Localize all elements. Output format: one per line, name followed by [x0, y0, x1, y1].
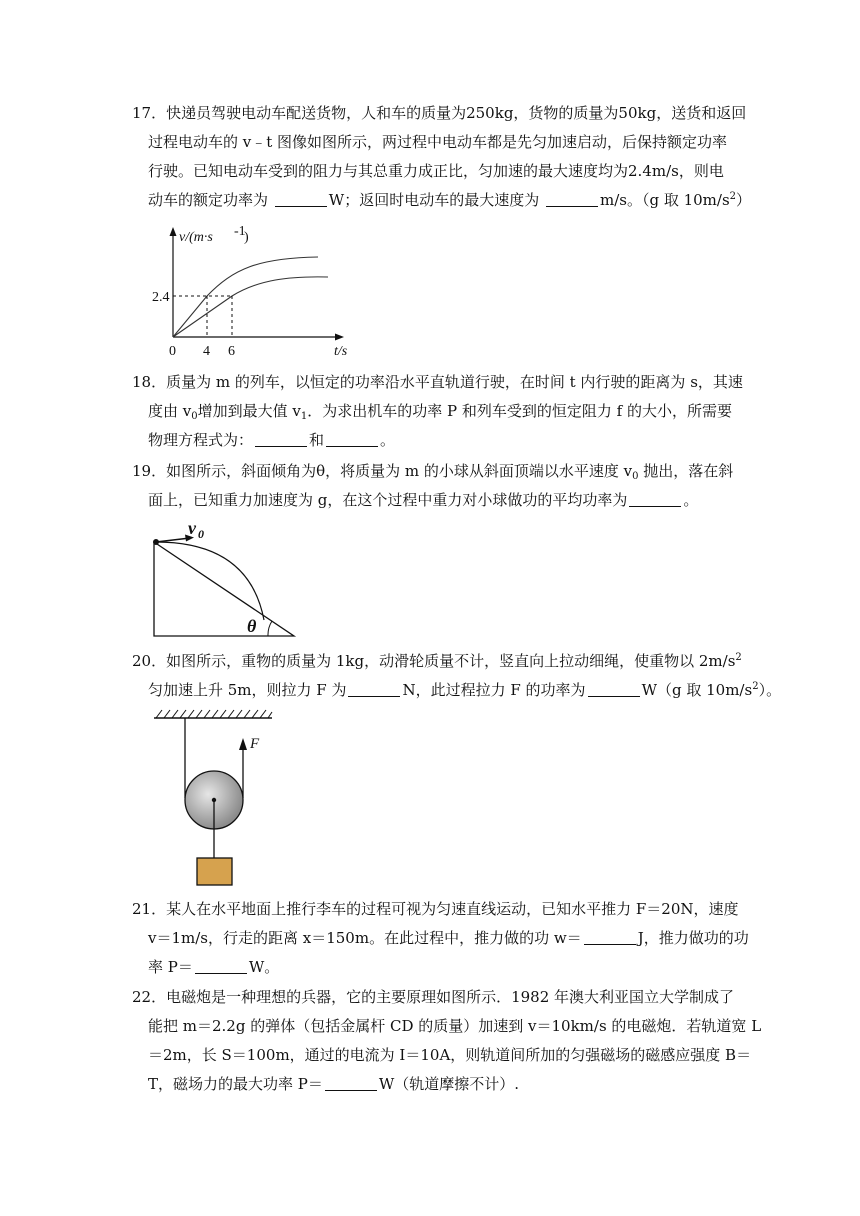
q17-text-4a: 动车的额定功率为 [148, 191, 273, 209]
question-number: 19． [132, 462, 167, 480]
q19-text-2a: 面上，已知重力加速度为 g，在这个过程中重力对小球做功的平均功率为 [148, 491, 628, 509]
q18-line-2 [132, 397, 732, 426]
v0-label: v [188, 520, 196, 538]
q18-line-1 [132, 368, 743, 397]
q21-line-2 [132, 924, 749, 953]
y-axis-label-close: ) [244, 230, 249, 245]
answer-blank[interactable] [629, 490, 681, 507]
answer-blank[interactable] [325, 1074, 377, 1091]
q21-text-3b: W。 [248, 958, 280, 976]
question-18 [132, 368, 743, 455]
q21-text-3a: 率 P＝ [148, 958, 193, 976]
q20-text-1a: 如图所示，重物的质量为 1kg，动滑轮质量不计，竖直向上拉动细绳，使重物以 2m/s [166, 652, 736, 670]
tick-label-6: 6 [228, 344, 235, 359]
question-20 [132, 647, 782, 705]
answer-blank[interactable] [275, 190, 327, 207]
ceiling-hatching [156, 710, 272, 718]
curve-delivery [173, 257, 318, 337]
q20-text-2a: 匀加速上升 5m，则拉力 F 为 [148, 681, 347, 699]
q17-text-2: 过程电动车的 v﹣t 图像如图所示，两过程中电动车都是先匀加速启动，后保持额定功率 [148, 133, 728, 151]
question-number: 20． [132, 652, 167, 670]
q18-line-3 [132, 426, 732, 455]
q17-line-2 [132, 128, 732, 157]
answer-blank[interactable] [348, 680, 400, 697]
q20-text-2b: N，此过程拉力 F 的功率为 [402, 681, 586, 699]
q19-text-1a: 如图所示，斜面倾角为θ，将质量为 m 的小球从斜面顶端以水平速度 v [166, 462, 633, 480]
superscript: 2 [735, 652, 742, 663]
velocity-vector [156, 538, 190, 542]
q20-line-1 [132, 647, 742, 676]
ball [153, 539, 159, 545]
q21-text-2a: v＝1m/s，行走的距离 x＝150m。在此过程中，推力做的功 w＝ [148, 929, 582, 947]
y-axis-label: v/(m·s [179, 230, 213, 245]
q21-line-1 [132, 895, 739, 924]
q18-text-1: 质量为 m 的列车，以恒定的功率沿水平直轨道行驶，在时间 t 内行驶的距离为 s，其速 [166, 373, 743, 391]
question-17 [132, 99, 752, 215]
q18-text-2b: 增加到最大值 v [197, 402, 301, 420]
q18-text-2a: 度由 v [148, 402, 192, 420]
y-axis-arrow [170, 227, 177, 236]
q17-text-3: 行驶。已知电动车受到的阻力与其总重力成正比，匀加速的最大速度均为2.4m/s，则电 [148, 162, 724, 180]
q22-line-2 [132, 1012, 762, 1041]
q21-text-2b: J，推力做功的功 [637, 929, 749, 947]
q20-text-2d: ）。 [758, 681, 782, 699]
q21-line-3 [132, 953, 732, 982]
q18-text-3b: 和 [309, 431, 325, 449]
question-number: 18． [132, 373, 167, 391]
x-axis-label: t/s [334, 344, 348, 359]
q20-line-2 [132, 676, 782, 705]
weight-block [197, 858, 232, 885]
theta-label: θ [247, 616, 257, 636]
question-number: 22． [132, 988, 167, 1006]
question-19 [132, 457, 732, 515]
q21-text-1: 某人在水平地面上推行李车的过程可视为匀速直线运动，已知水平推力 F＝20N，速度 [166, 900, 739, 918]
q18-text-3c: 。 [380, 431, 396, 449]
answer-blank[interactable] [546, 190, 598, 207]
q22-line-4 [132, 1070, 732, 1099]
subscript: 1 [300, 411, 308, 422]
q20-text-2c: W（g 取 10m/s [641, 681, 753, 699]
q17-text-4b: W；返回时电动车的最大速度为 [328, 191, 544, 209]
incline-triangle [154, 542, 294, 636]
q17-line-4 [132, 186, 752, 215]
answer-blank[interactable] [195, 957, 247, 974]
v0-subscript: 0 [198, 527, 204, 541]
superscript: 2 [729, 191, 737, 202]
q17-text-1: 快递员驾驶电动车配送货物，人和车的质量为250kg，货物的质量为50kg，送货和返回 [166, 104, 747, 122]
q17-text-4c: m/s。（g 取 10m/s [599, 191, 730, 209]
force-arrowhead [239, 738, 247, 750]
tick-label-0: 0 [169, 344, 176, 359]
q19-text-1b: 抛出，落在斜 [638, 462, 734, 480]
q22-line-1 [132, 983, 735, 1012]
pulley-figure [148, 708, 278, 890]
q22-text-4b: W（轨道摩擦不计）. [378, 1075, 520, 1093]
q18-text-2c: ．为求出机车的功率 P 和列车受到的恒定阻力 f 的大小，所需要 [307, 402, 732, 420]
answer-blank[interactable] [588, 680, 640, 697]
incline-figure [148, 520, 298, 640]
tick-label-2.4: 2.4 [152, 290, 170, 305]
answer-blank[interactable] [584, 928, 636, 945]
question-21 [132, 895, 749, 982]
q19-line-2 [132, 486, 732, 515]
angle-arc [268, 621, 272, 636]
superscript: 2 [752, 681, 759, 692]
vt-graph-figure [148, 224, 348, 360]
q18-text-3a: 物理方程式为： [148, 431, 254, 449]
tick-label-4: 4 [203, 344, 210, 359]
answer-blank[interactable] [255, 430, 307, 447]
q19-line-1 [132, 457, 732, 486]
curve-return [173, 277, 328, 337]
q19-text-2b: 。 [683, 491, 699, 509]
y-axis-label-sup: -1 [234, 224, 246, 239]
question-22 [132, 983, 762, 1099]
q17-line-3 [132, 157, 732, 186]
subscript: 0 [632, 471, 639, 482]
q22-text-1: 电磁炮是一种理想的兵器，它的主要原理如图所示．1982 年澳大利亚国立大学制成了 [166, 988, 735, 1006]
answer-blank[interactable] [326, 430, 378, 447]
q22-line-3 [132, 1041, 752, 1070]
q22-text-3: ＝2m，长 S＝100m，通过的电流为 I＝10A，则轨道间所加的匀强磁场的磁感应强度 B＝ [148, 1046, 752, 1064]
q22-text-2: 能把 m＝2.2g 的弹体（包括金属杆 CD 的质量）加速到 v＝10km/s 的电磁炮．若轨道宽 L [148, 1017, 762, 1035]
x-axis-arrow [335, 334, 344, 341]
question-number: 17． [132, 104, 167, 122]
q17-line-1 [132, 99, 747, 128]
subscript: 0 [191, 411, 198, 422]
force-label: F [250, 736, 260, 752]
question-number: 21． [132, 900, 167, 918]
q17-text-4d: ） [736, 191, 752, 209]
q22-text-4a: T，磁场力的最大功率 P＝ [148, 1075, 323, 1093]
